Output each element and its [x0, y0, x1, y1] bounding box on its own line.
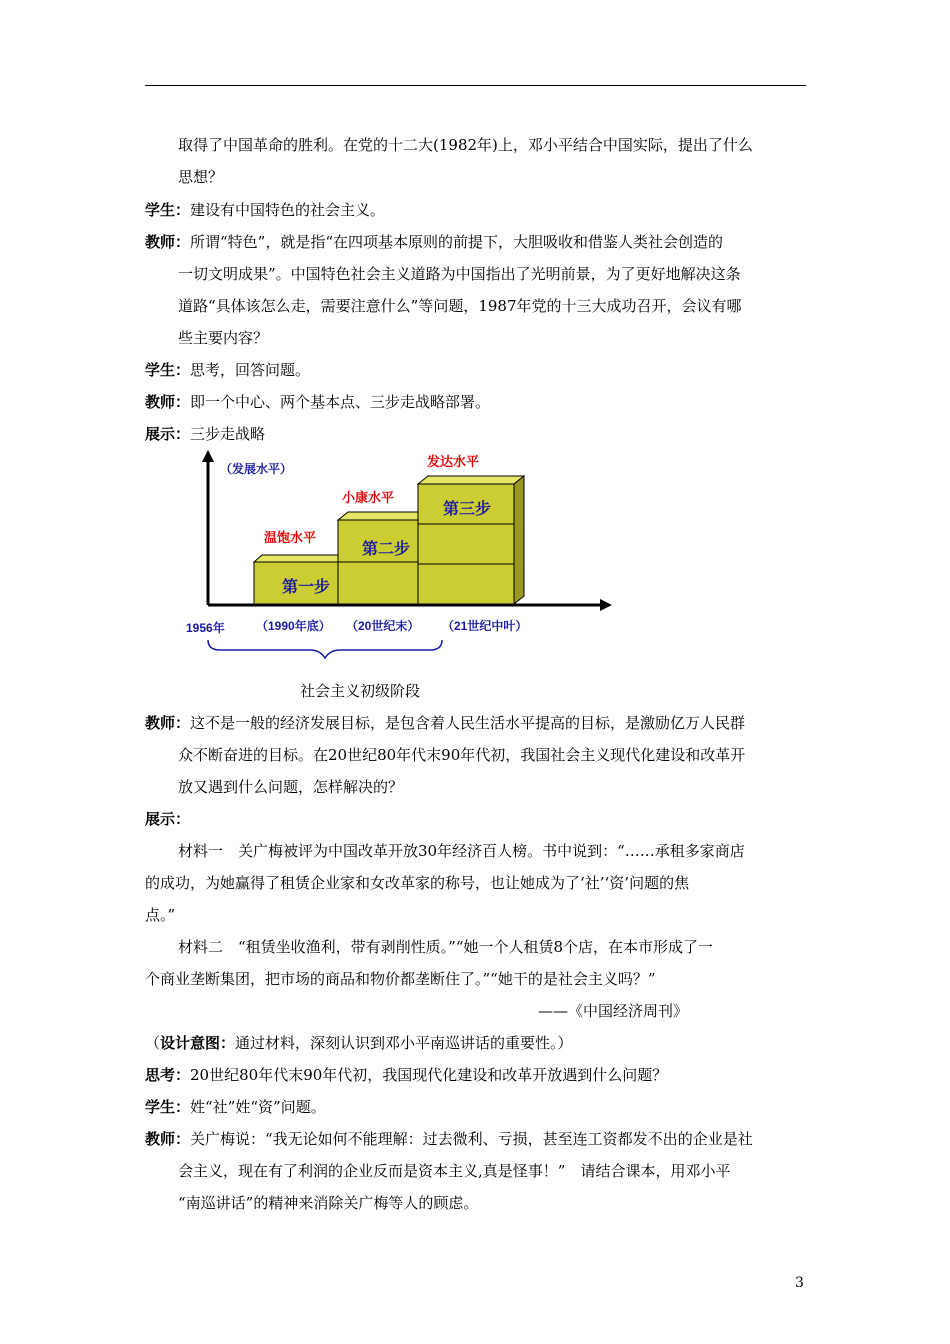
level-label-2: 小康水平: [342, 490, 395, 505]
speaker-label: 学生：: [145, 201, 191, 219]
speaker-label: 教师：: [145, 393, 191, 411]
source-citation: ——《中国经济周刊》: [538, 1002, 689, 1020]
paragraph-line: 放又遇到什么问题，怎样解决的？: [178, 778, 404, 796]
y-axis-label: （发展水平）: [220, 462, 293, 476]
period-brace: [208, 640, 442, 658]
paragraph-line: 些主要内容？: [178, 329, 269, 347]
show-line: 展示：三步走战略: [145, 425, 266, 443]
step-block-3: [418, 476, 524, 604]
show-line: [145, 809, 190, 829]
paragraph-line: 一切文明成果”。中国特色社会主义道路为中国指出了光明前景，为了更好地解决这条: [178, 265, 741, 283]
teacher-line: 教师：这不是一般的经济发展目标，是包含着人民生活水平提高的目标，是激励亿万人民群: [145, 714, 746, 732]
level-label-1: 温饱水平: [264, 530, 317, 545]
paragraph-line: 取得了中国革命的胜利。在党的十二大(1982年)上，邓小平结合中国实际，提出了什么: [178, 136, 753, 154]
step-label-1: 第一步: [282, 579, 331, 596]
material-line: 的成功，为她赢得了租赁企业家和女改革家的称号，也让她成为了‘社’‘资’问题的焦: [145, 874, 690, 892]
material-line: 材料二 “租赁坐收渔利，带有剥削性质。”“她一个人租赁8个店，在本市形成了一: [178, 938, 714, 956]
y-axis-arrow: [202, 450, 214, 462]
paragraph-line: 道路“具体该怎么走，需要注意什么”等问题，1987年党的十三大成功召开，会议有哪: [178, 297, 742, 315]
diagram-caption: 社会主义初级阶段: [300, 682, 421, 700]
teacher-line: 教师：即一个中心、两个基本点、三步走战略部署。: [145, 393, 491, 411]
paragraph-line: “南巡讲话”的精神来消除关广梅等人的顾虑。: [178, 1194, 479, 1212]
speaker-label: 学生：: [145, 1098, 191, 1116]
page-number: 3: [795, 1275, 804, 1291]
design-note: （设计意图：通过材料，深刻认识到邓小平南巡讲话的重要性。）: [145, 1034, 573, 1052]
x-label-1956: 1956年: [186, 621, 225, 635]
x-axis-arrow: [600, 599, 612, 611]
speaker-label: 教师：: [145, 1130, 191, 1148]
paragraph-line: 众不断奋进的目标。在20世纪80年代末90年代初，我国社会主义现代化建设和改革开: [178, 746, 746, 764]
paragraph-line: 思想？: [178, 168, 224, 186]
teacher-line: 教师：所谓“特色”，就是指“在四项基本原则的前提下，大胆吸收和借鉴人类社会创造的: [145, 233, 724, 251]
three-step-diagram: [180, 450, 620, 670]
teacher-line: 教师：关广梅说：“我无论如何不能理解：过去微利、亏损，甚至连工资都发不出的企业是社: [145, 1130, 753, 1148]
level-label-3: 发达水平: [427, 454, 480, 469]
speaker-label: 教师：: [145, 714, 191, 732]
material-line: 点。”: [145, 906, 176, 924]
step-label-2: 第二步: [362, 541, 411, 558]
student-line: 学生：姓“社”姓“资”问题。: [145, 1098, 326, 1116]
paragraph-line: 会主义，现在有了利润的企业反而是资本主义,真是怪事！” 请结合课本，用邓小平: [178, 1162, 731, 1180]
think-line: 思考：20世纪80年代末90年代初，我国现代化建设和改革开放遇到什么问题？: [145, 1066, 668, 1084]
header-rule: [145, 85, 806, 86]
speaker-label: 教师：: [145, 233, 191, 251]
material-line: 个商业垄断集团，把市场的商品和物价都垄断住了。”“她干的是社会主义吗？”: [145, 970, 656, 988]
x-label-21st: （21世纪中叶）: [442, 619, 528, 633]
step-label-3: 第三步: [443, 501, 492, 518]
x-label-20th: （20世纪末）: [346, 619, 420, 633]
speaker-label: 展示：: [145, 810, 191, 828]
speaker-label: 学生：: [145, 361, 191, 379]
speaker-label: 思考：: [145, 1066, 191, 1084]
student-line: 学生：建设有中国特色的社会主义。: [145, 201, 386, 219]
speaker-label: 展示：: [145, 425, 191, 443]
material-line: 材料一 关广梅被评为中国改革开放30年经济百人榜。书中说到：“……承租多家商店: [178, 842, 745, 860]
x-label-1990: （1990年底）: [256, 619, 331, 633]
student-line: 学生：思考，回答问题。: [145, 361, 311, 379]
